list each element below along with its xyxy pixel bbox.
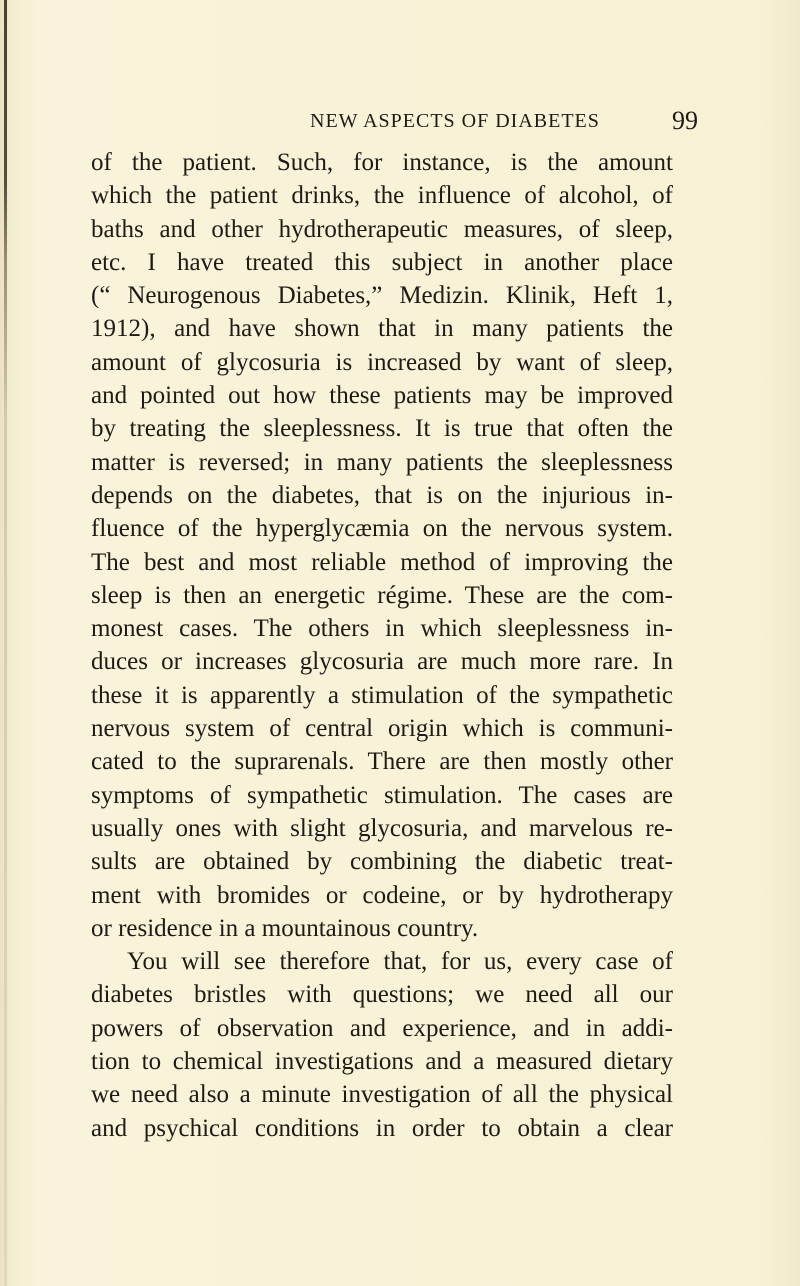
text-line: The best and most reliable method of improving the bbox=[91, 548, 673, 576]
text-line: matter is reversed; in many patients the sleeplessness bbox=[91, 448, 673, 476]
text-line: duces or increases glycosuria are much more rare. In bbox=[91, 648, 673, 676]
text-line: and pointed out how these patients may be improved bbox=[91, 382, 673, 410]
body-text bbox=[91, 146, 673, 1145]
text-line: or residence in a mountainous country. bbox=[91, 914, 479, 942]
text-line: amount of glycosuria is increased by want of sleep, bbox=[91, 348, 673, 376]
text-line: tion to chemical investigations and a measured dietary bbox=[91, 1048, 673, 1076]
text-line: nervous system of central origin which is communi- bbox=[91, 715, 673, 743]
text-line: diabetes bristles with questions; we need all our bbox=[91, 981, 673, 1009]
text-line: depends on the diabetes, that is on the injurious in- bbox=[91, 481, 673, 509]
text-line: ment with bromides or codeine, or by hydrotherapy bbox=[91, 881, 673, 909]
text-line: You will see therefore that, for us, every case of bbox=[127, 948, 673, 976]
text-line: we need also a minute investigation of all the physical bbox=[91, 1081, 673, 1109]
text-line: (“ Neurogenous Diabetes,” Medizin. Klinik, Heft 1, bbox=[91, 282, 673, 310]
text-line: baths and other hydrotherapeutic measures, of sleep, bbox=[91, 215, 673, 243]
text-line: sleep is then an energetic régime. These are the com- bbox=[91, 581, 673, 609]
page-number: 99 bbox=[672, 106, 698, 135]
text-line: powers of observation and experience, and in addi- bbox=[91, 1014, 673, 1042]
binding-gutter-shadow bbox=[4, 0, 7, 1286]
text-line: fluence of the hyperglycæmia on the nervous system. bbox=[91, 515, 673, 543]
text-line: which the patient drinks, the influence of alcohol, of bbox=[91, 182, 673, 210]
running-title: NEW ASPECTS OF DIABETES bbox=[310, 110, 600, 132]
text-line: monest cases. The others in which sleeplessness in- bbox=[91, 615, 673, 643]
text-line: and psychical conditions in order to obtain a clear bbox=[91, 1114, 673, 1142]
text-line: of the patient. Such, for instance, is the amount bbox=[91, 149, 673, 176]
text-line: cated to the suprarenals. There are then mostly other bbox=[91, 748, 673, 776]
text-line: these it is apparently a stimulation of the sympathetic bbox=[91, 681, 673, 709]
text-line: by treating the sleeplessness. It is true that often the bbox=[91, 415, 673, 443]
text-line: 1912), and have shown that in many patients the bbox=[91, 315, 673, 343]
text-line: sults are obtained by combining the diabetic treat- bbox=[91, 848, 673, 876]
text-line: symptoms of sympathetic stimulation. The cases are bbox=[91, 781, 673, 809]
page-header bbox=[0, 106, 800, 140]
text-line: usually ones with slight glycosuria, and marvelous re- bbox=[91, 814, 673, 842]
text-line: etc. I have treated this subject in another place bbox=[91, 248, 673, 276]
